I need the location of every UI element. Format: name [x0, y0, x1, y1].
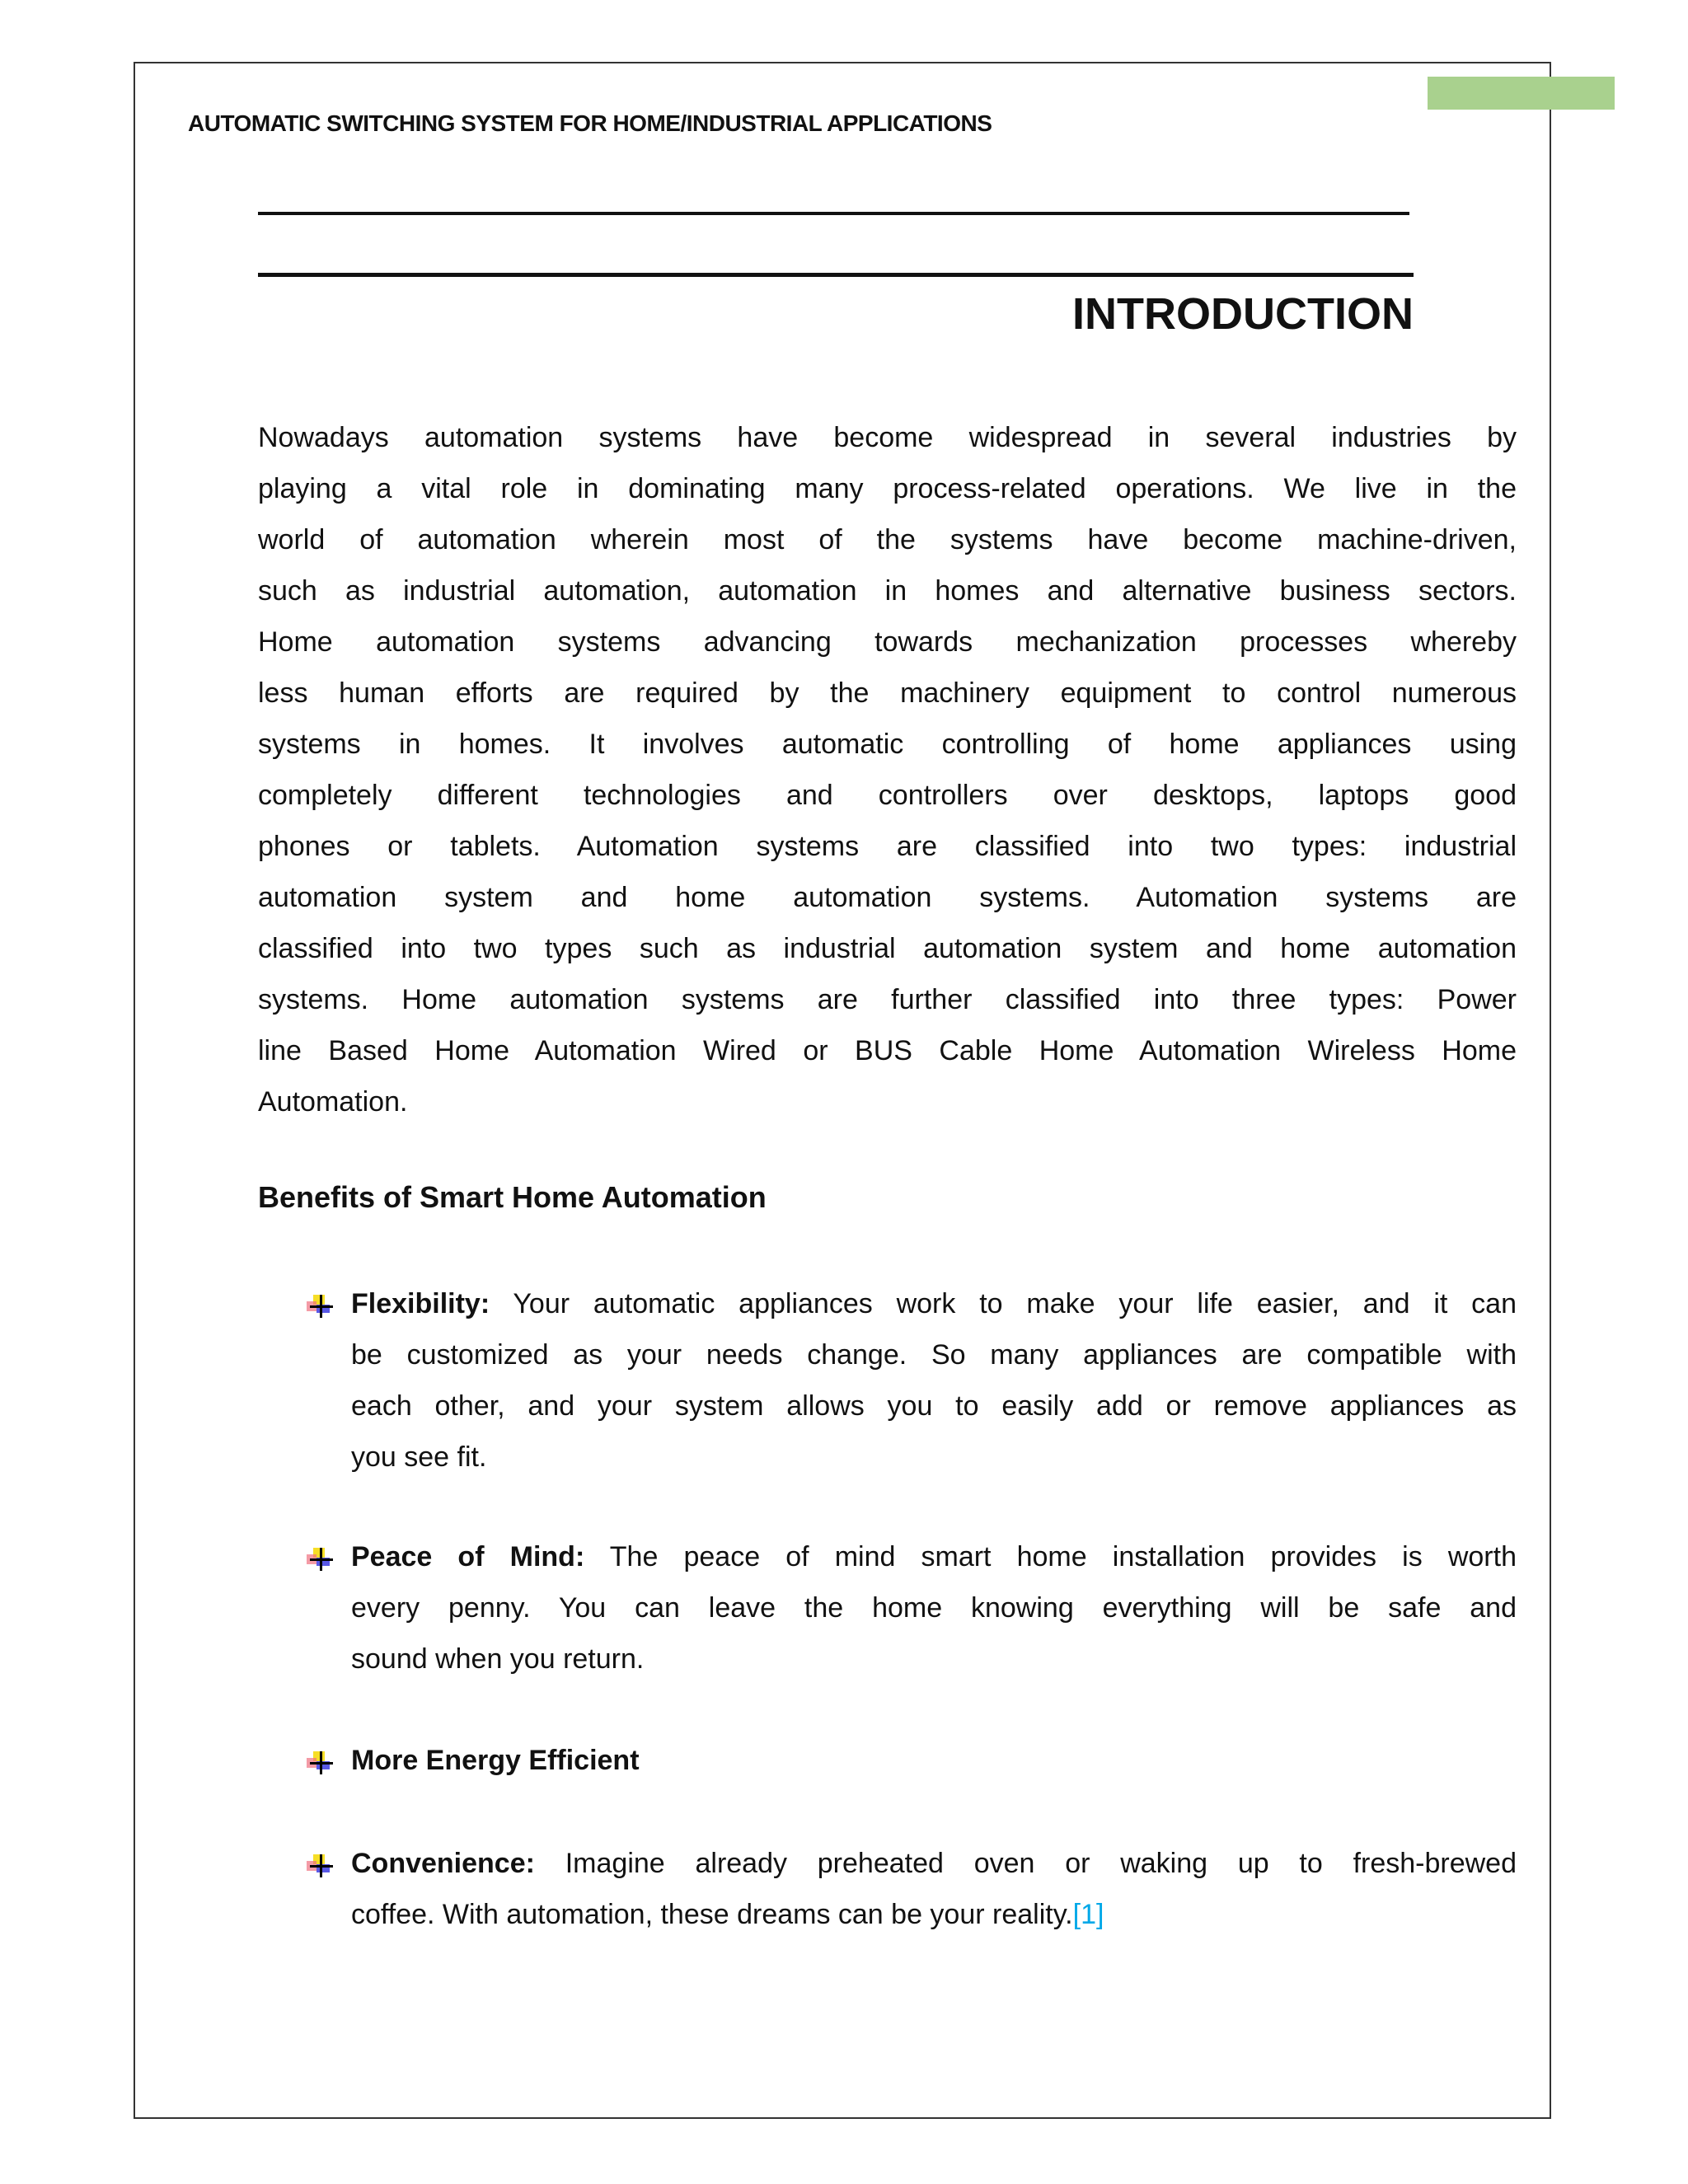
benefits-heading: Benefits of Smart Home Automation: [258, 1180, 767, 1214]
text-line: you see fit.: [351, 1441, 487, 1473]
bullet-icon: [307, 1295, 335, 1316]
text-line: Automation.: [258, 1086, 408, 1118]
header-rule-1: [258, 212, 1409, 215]
text-line: completely different technologies and controllers over desktops, laptops good: [258, 780, 1517, 811]
benefit-item-convenience: [307, 1838, 1517, 1940]
benefit-text: Your automatic appliances work to make your life easier, and it can: [490, 1288, 1517, 1319]
header-rule-2: [258, 273, 1414, 277]
bullet-icon: [307, 1548, 335, 1569]
benefit-item-peace-of-mind: [307, 1531, 1517, 1685]
text-line: every penny. You can leave the home knowing everything will be safe and: [351, 1592, 1517, 1624]
text-line: phones or tablets. Automation systems are classified into two types: industrial: [258, 831, 1517, 862]
text-line: sound when you return.: [351, 1643, 645, 1675]
text-line: automation system and home automation systems. Automation systems are: [258, 882, 1517, 913]
bullet-icon: [307, 1854, 335, 1876]
text-line: world of automation wherein most of the systems have become machine-driven,: [258, 524, 1517, 555]
benefit-term: More Energy Efficient: [351, 1745, 640, 1776]
text-line: such as industrial automation, automation in homes and alternative business sectors.: [258, 575, 1517, 607]
text-line: playing a vital role in dominating many process-related operations. We live in the: [258, 473, 1517, 504]
text-line: systems in homes. It involves automatic controlling of home appliances using: [258, 729, 1517, 760]
text-line: systems. Home automation systems are further classified into three types: Power: [258, 984, 1517, 1015]
text-line: Nowadays automation systems have become widespread in several industries by: [258, 422, 1517, 453]
benefit-term: Convenience:: [351, 1848, 535, 1879]
page-title: INTRODUCTION: [1072, 289, 1414, 339]
benefit-item-energy: [307, 1735, 1517, 1786]
benefit-term: Peace of Mind:: [351, 1541, 585, 1572]
benefit-text: Imagine already preheated oven or waking up to fresh-brewed: [534, 1848, 1517, 1879]
header-accent-tab: [1428, 77, 1615, 110]
bullet-icon: [307, 1751, 335, 1773]
running-header: AUTOMATIC SWITCHING SYSTEM FOR HOME/INDUSTRIAL APPLICATIONS: [188, 110, 992, 136]
benefit-item-flexibility: [307, 1278, 1517, 1483]
benefit-text: The peace of mind smart home installation provides is worth: [584, 1541, 1517, 1572]
text-line: each other, and your system allows you to easily add or remove appliances as: [351, 1390, 1517, 1422]
citation-link[interactable]: [1]: [1072, 1899, 1104, 1930]
text-line: be customized as your needs change. So many appliances are compatible with: [351, 1339, 1517, 1371]
text-line: classified into two types such as industrial automation system and home automation: [258, 933, 1517, 964]
text-line: line Based Home Automation Wired or BUS Cable Home Automation Wireless Home: [258, 1035, 1517, 1066]
text-line: less human efforts are required by the machinery equipment to control numerous: [258, 677, 1517, 709]
text-line: Home automation systems advancing towards mechanization processes whereby: [258, 626, 1517, 658]
text-line: coffee. With automation, these dreams can be your reality.: [351, 1899, 1073, 1930]
intro-paragraph: [258, 412, 1517, 1127]
benefit-term: Flexibility:: [351, 1288, 490, 1319]
